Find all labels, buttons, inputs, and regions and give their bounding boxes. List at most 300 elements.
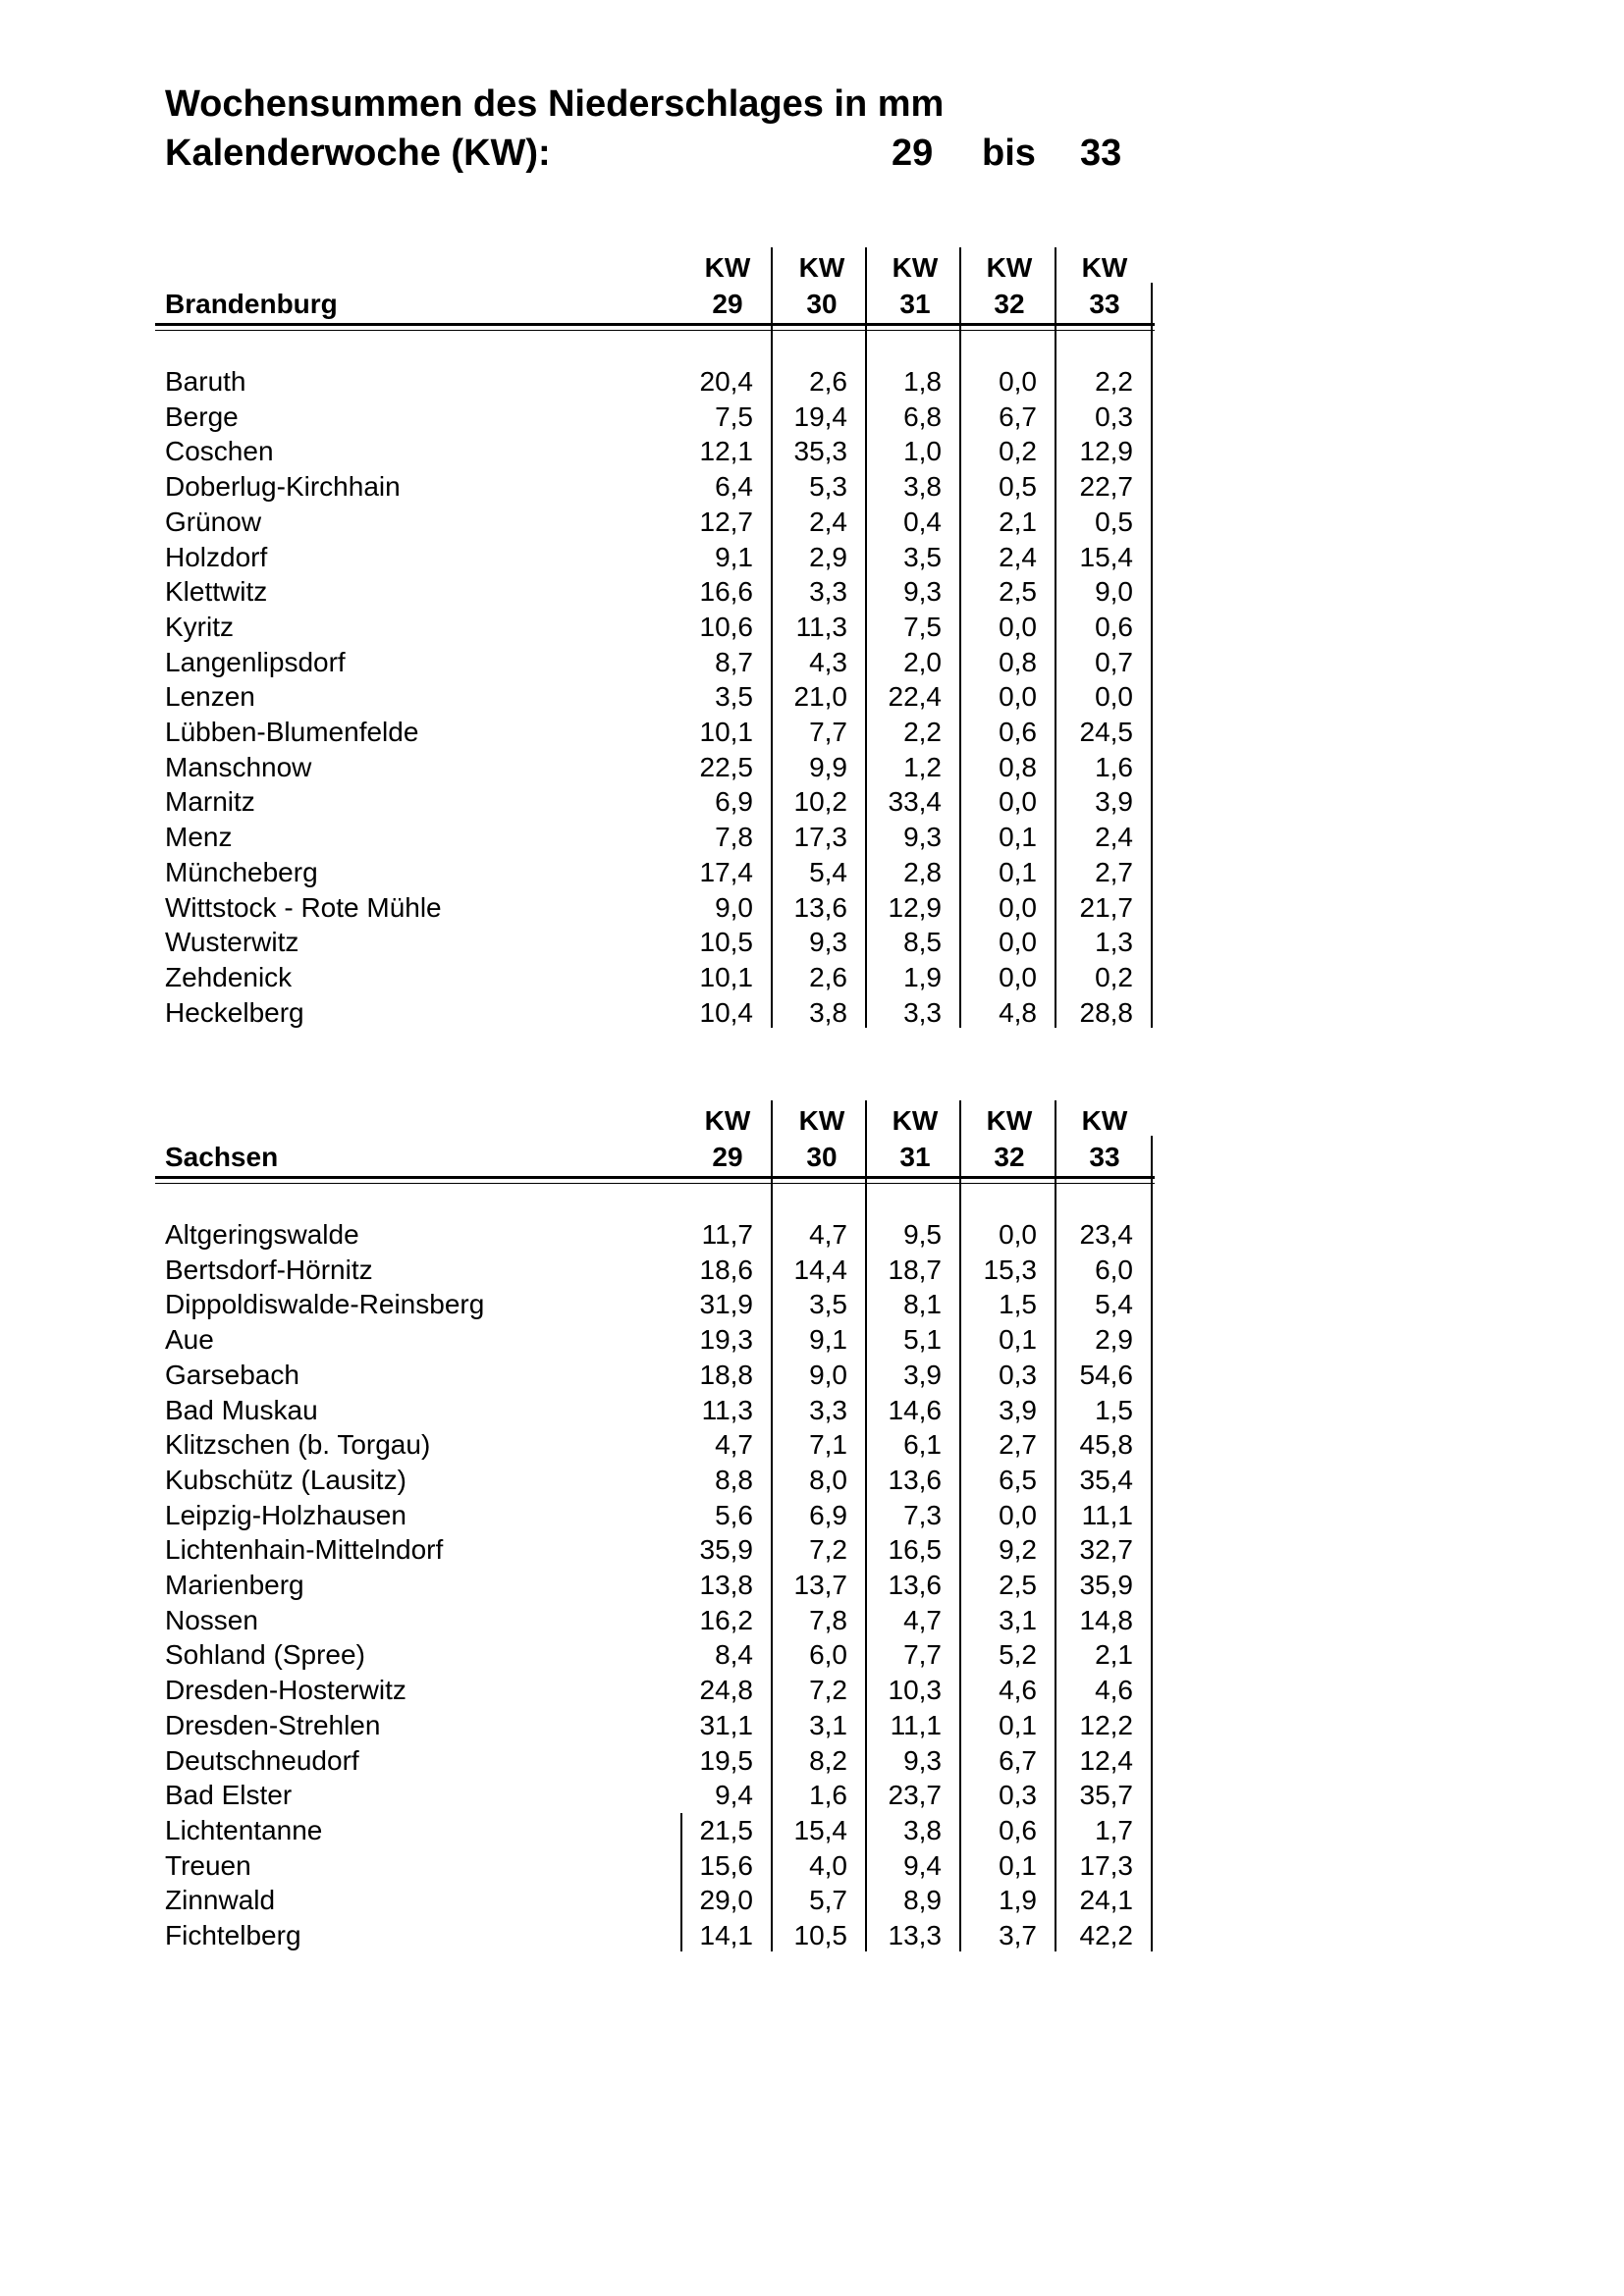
precip-value: 4,6 <box>1095 1675 1133 1706</box>
station-name: Dresden-Hosterwitz <box>165 1675 406 1706</box>
precip-value: 2,0 <box>903 646 942 677</box>
station-name: Marienberg <box>165 1570 304 1600</box>
column-divider-left <box>680 1813 682 1951</box>
precip-value: 0,6 <box>1095 611 1133 642</box>
precip-value: 3,5 <box>809 1289 847 1320</box>
precip-value: 9,2 <box>999 1534 1037 1566</box>
precip-value: 18,7 <box>888 1254 942 1285</box>
precip-value: 6,9 <box>715 786 753 818</box>
precip-value: 10,3 <box>888 1675 942 1706</box>
table-row <box>0 1778 1624 1813</box>
table-row <box>0 1253 1624 1288</box>
precip-value: 12,7 <box>699 506 753 537</box>
precip-value: 11,3 <box>795 611 847 642</box>
precip-value: 31,1 <box>699 1709 753 1740</box>
precip-value: 10,5 <box>699 927 753 958</box>
column-divider <box>865 247 867 1028</box>
precip-value: 17,3 <box>793 822 847 853</box>
station-name: Aue <box>165 1324 214 1356</box>
precip-value: 1,6 <box>1095 751 1133 782</box>
precip-value: 8,4 <box>715 1639 753 1671</box>
station-name: Bad Elster <box>165 1780 293 1811</box>
precip-value: 3,1 <box>999 1604 1037 1635</box>
brandenburg-table <box>0 243 1624 1029</box>
precip-value: 3,9 <box>999 1394 1037 1425</box>
header-kw-label: KW <box>704 252 751 283</box>
precip-value: 7,3 <box>903 1499 942 1530</box>
precip-value: 0,0 <box>999 1499 1037 1530</box>
table-row <box>0 469 1624 505</box>
station-name: Menz <box>165 822 233 853</box>
table-row <box>0 1568 1624 1603</box>
station-name: Zehdenick <box>165 961 293 992</box>
section-title: Sachsen <box>165 1142 279 1172</box>
precip-value: 6,0 <box>809 1639 847 1671</box>
precip-value: 7,7 <box>809 717 847 747</box>
precip-value: 2,8 <box>903 856 942 887</box>
precip-value: 0,0 <box>999 611 1037 642</box>
precip-value: 0,2 <box>999 436 1037 467</box>
table-row <box>0 1708 1624 1743</box>
column-divider <box>1055 1100 1056 1951</box>
station-name: Lichtenhain-Mittelndorf <box>165 1534 444 1566</box>
precip-value: 8,0 <box>809 1464 847 1495</box>
header-kw-label: KW <box>704 1105 751 1136</box>
precip-value: 13,6 <box>793 891 847 923</box>
precip-value: 15,4 <box>793 1814 847 1845</box>
precip-value: 3,1 <box>809 1709 847 1740</box>
precip-value: 3,5 <box>903 541 942 572</box>
precip-value: 0,8 <box>999 646 1037 677</box>
precip-value: 2,4 <box>999 541 1037 572</box>
precip-value: 11,3 <box>701 1394 753 1425</box>
precip-value: 35,9 <box>699 1534 753 1566</box>
table-row <box>0 610 1624 645</box>
precip-value: 0,0 <box>999 927 1037 958</box>
precip-value: 16,6 <box>699 576 753 608</box>
precip-value: 5,1 <box>903 1324 942 1356</box>
header-kw-label: KW <box>892 252 939 283</box>
column-divider <box>959 1100 961 1951</box>
precip-value: 2,9 <box>1095 1324 1133 1356</box>
precip-value: 14,8 <box>1079 1604 1133 1635</box>
precip-value: 8,9 <box>903 1885 942 1916</box>
station-name: Zinnwald <box>165 1885 276 1916</box>
column-divider <box>1055 247 1056 1028</box>
table-row <box>0 1848 1624 1884</box>
precip-value: 2,5 <box>999 1570 1037 1600</box>
precip-value: 6,7 <box>999 1744 1037 1776</box>
precip-value: 24,1 <box>1079 1885 1133 1916</box>
table-row <box>0 1287 1624 1322</box>
header-kw-label: KW <box>892 1105 939 1136</box>
header-week-number: 32 <box>994 289 1025 319</box>
precip-value: 5,4 <box>1095 1289 1133 1320</box>
precip-value: 0,0 <box>1095 681 1133 713</box>
header-kw-label: KW <box>1081 1105 1128 1136</box>
column-divider <box>771 1100 773 1951</box>
header-week-number: 29 <box>712 289 743 319</box>
precip-value: 3,3 <box>809 576 847 608</box>
header-rule <box>155 323 1155 326</box>
precip-value: 6,9 <box>809 1499 847 1530</box>
table-row <box>0 925 1624 960</box>
header-kw-label: KW <box>986 1105 1033 1136</box>
table-row <box>0 434 1624 469</box>
precip-value: 7,2 <box>809 1534 847 1566</box>
precip-value: 8,7 <box>715 646 753 677</box>
table-row <box>0 1743 1624 1779</box>
precip-value: 1,6 <box>809 1780 847 1811</box>
precip-value: 13,6 <box>888 1464 942 1495</box>
precip-value: 4,8 <box>999 996 1037 1028</box>
table-row <box>0 715 1624 750</box>
precip-value: 17,3 <box>1079 1849 1133 1881</box>
precip-value: 10,1 <box>699 717 753 747</box>
precip-value: 3,7 <box>999 1920 1037 1950</box>
precip-value: 5,3 <box>809 471 847 503</box>
table-row <box>0 679 1624 715</box>
precip-value: 10,4 <box>699 996 753 1028</box>
precip-value: 15,4 <box>1079 541 1133 572</box>
table-row <box>0 1637 1624 1673</box>
column-divider <box>865 1100 867 1951</box>
precip-value: 0,3 <box>999 1359 1037 1390</box>
precip-value: 0,1 <box>999 856 1037 887</box>
precip-value: 9,0 <box>809 1359 847 1390</box>
section-title: Brandenburg <box>165 289 338 319</box>
precip-value: 4,7 <box>715 1429 753 1461</box>
table-row <box>0 1532 1624 1568</box>
precip-value: 1,9 <box>999 1885 1037 1916</box>
station-name: Treuen <box>165 1849 251 1881</box>
precip-value: 1,7 <box>1095 1814 1133 1845</box>
precip-value: 0,7 <box>1095 646 1133 677</box>
precip-value: 3,5 <box>715 681 753 713</box>
precip-value: 22,5 <box>699 751 753 782</box>
station-name: Wusterwitz <box>165 927 299 958</box>
station-name: Lenzen <box>165 681 255 713</box>
precip-value: 9,4 <box>903 1849 942 1881</box>
precip-value: 3,8 <box>903 471 942 503</box>
header-week-number: 30 <box>806 289 838 319</box>
header-rule <box>155 1176 1155 1179</box>
station-name: Sohland (Spree) <box>165 1639 365 1671</box>
precip-value: 4,3 <box>809 646 847 677</box>
precip-value: 19,4 <box>793 400 847 432</box>
precip-value: 7,8 <box>809 1604 847 1635</box>
precip-value: 7,7 <box>903 1639 942 1671</box>
precip-value: 6,0 <box>1095 1254 1133 1285</box>
station-name: Kyritz <box>165 611 234 642</box>
station-name: Lichtentanne <box>165 1814 323 1845</box>
table-row <box>0 1217 1624 1253</box>
table-row <box>0 1322 1624 1358</box>
precip-value: 0,5 <box>1095 506 1133 537</box>
station-name: Holzdorf <box>165 541 268 572</box>
precip-value: 3,3 <box>903 996 942 1028</box>
station-name: Garsebach <box>165 1359 299 1390</box>
precip-value: 4,7 <box>903 1604 942 1635</box>
precip-value: 9,4 <box>715 1780 753 1811</box>
precip-value: 6,5 <box>999 1464 1037 1495</box>
precip-value: 19,3 <box>699 1324 753 1356</box>
precip-value: 16,2 <box>699 1604 753 1635</box>
precip-value: 7,1 <box>809 1429 847 1461</box>
header-rule-thin <box>155 1183 1155 1184</box>
precip-value: 9,3 <box>903 576 942 608</box>
station-name: Heckelberg <box>165 996 304 1028</box>
table-row <box>0 995 1624 1031</box>
header-week-number: 33 <box>1089 1142 1120 1172</box>
table-row <box>0 1463 1624 1498</box>
precip-value: 19,5 <box>699 1744 753 1776</box>
precip-value: 14,6 <box>888 1394 942 1425</box>
precip-value: 8,1 <box>903 1289 942 1320</box>
precip-value: 28,8 <box>1079 996 1133 1028</box>
precip-value: 10,2 <box>793 786 847 818</box>
header-kw-label: KW <box>798 252 845 283</box>
precip-value: 23,7 <box>888 1780 942 1811</box>
precip-value: 21,5 <box>699 1814 753 1845</box>
station-name: Grünow <box>165 506 262 537</box>
precip-value: 0,0 <box>999 681 1037 713</box>
precip-value: 13,3 <box>888 1920 942 1950</box>
header-week-number: 31 <box>899 1142 931 1172</box>
precip-value: 0,0 <box>999 786 1037 818</box>
station-name: Bad Muskau <box>165 1394 318 1425</box>
precip-value: 32,7 <box>1079 1534 1133 1566</box>
week-range-separator: bis <box>982 133 1036 174</box>
precip-value: 0,1 <box>999 822 1037 853</box>
header-kw-label: KW <box>798 1105 845 1136</box>
precip-value: 12,4 <box>1079 1744 1133 1776</box>
header-week-number: 32 <box>994 1142 1025 1172</box>
precip-value: 0,0 <box>999 891 1037 923</box>
table-row <box>0 890 1624 926</box>
precip-value: 1,2 <box>903 751 942 782</box>
header-rule-thin <box>155 330 1155 331</box>
precip-value: 12,9 <box>1079 436 1133 467</box>
station-name: Coschen <box>165 436 274 467</box>
precip-value: 33,4 <box>888 786 942 818</box>
precip-value: 20,4 <box>699 366 753 397</box>
station-name: Wittstock - Rote Mühle <box>165 891 442 923</box>
precip-value: 24,5 <box>1079 717 1133 747</box>
precip-value: 21,7 <box>1079 891 1133 923</box>
precip-value: 35,3 <box>793 436 847 467</box>
precip-value: 11,1 <box>890 1709 942 1740</box>
precip-value: 10,5 <box>793 1920 847 1950</box>
precip-value: 2,1 <box>999 506 1037 537</box>
precip-value: 22,7 <box>1079 471 1133 503</box>
station-name: Leipzig-Holzhausen <box>165 1499 406 1530</box>
header-kw-label: KW <box>1081 252 1128 283</box>
table-row <box>0 1498 1624 1533</box>
precip-value: 3,3 <box>809 1394 847 1425</box>
precip-value: 2,4 <box>809 506 847 537</box>
header-week-number: 30 <box>806 1142 838 1172</box>
precip-value: 5,2 <box>999 1639 1037 1671</box>
table-row <box>0 540 1624 575</box>
precip-value: 5,7 <box>809 1885 847 1916</box>
precip-value: 0,5 <box>999 471 1037 503</box>
table-row <box>0 1603 1624 1638</box>
precip-value: 23,4 <box>1079 1219 1133 1250</box>
precip-value: 0,6 <box>999 717 1037 747</box>
header-week-number: 29 <box>712 1142 743 1172</box>
precip-value: 18,6 <box>699 1254 753 1285</box>
station-name: Dippoldiswalde-Reinsberg <box>165 1289 485 1320</box>
station-name: Baruth <box>165 366 246 397</box>
precip-value: 1,0 <box>903 436 942 467</box>
precip-value: 14,4 <box>793 1254 847 1285</box>
station-name: Dresden-Strehlen <box>165 1709 381 1740</box>
calendar-week-line <box>165 131 1122 176</box>
precip-value: 15,6 <box>699 1849 753 1881</box>
precip-value: 16,5 <box>888 1534 942 1566</box>
precip-value: 24,8 <box>699 1675 753 1706</box>
table-row <box>0 364 1624 400</box>
table-row <box>0 1393 1624 1428</box>
precip-value: 12,1 <box>699 436 753 467</box>
table-row <box>0 784 1624 820</box>
precip-value: 9,0 <box>1095 576 1133 608</box>
table-row <box>0 960 1624 995</box>
precip-value: 6,8 <box>903 400 942 432</box>
station-name: Klettwitz <box>165 576 268 608</box>
precip-value: 7,2 <box>809 1675 847 1706</box>
column-divider <box>959 247 961 1028</box>
precip-value: 4,0 <box>809 1849 847 1881</box>
precip-value: 35,7 <box>1079 1780 1133 1811</box>
precip-value: 0,8 <box>999 751 1037 782</box>
table-row <box>0 855 1624 890</box>
precip-value: 6,1 <box>903 1429 942 1461</box>
precip-value: 10,6 <box>699 611 753 642</box>
precip-value: 0,0 <box>999 1219 1037 1250</box>
precip-value: 1,3 <box>1095 927 1133 958</box>
header-kw-label: KW <box>986 252 1033 283</box>
precip-value: 10,1 <box>699 961 753 992</box>
header-week-number: 33 <box>1089 289 1120 319</box>
column-divider <box>1151 283 1153 1028</box>
precip-value: 15,3 <box>983 1254 1037 1285</box>
precip-value: 7,5 <box>715 400 753 432</box>
station-name: Lübben-Blumenfelde <box>165 717 419 747</box>
precip-value: 0,1 <box>999 1709 1037 1740</box>
precip-value: 22,4 <box>888 681 942 713</box>
table-row <box>0 645 1624 680</box>
precip-value: 2,4 <box>1095 822 1133 853</box>
station-name: Müncheberg <box>165 856 318 887</box>
calendar-week-label: Kalenderwoche (KW): <box>165 133 551 174</box>
precip-value: 13,7 <box>793 1570 847 1600</box>
precip-value: 6,4 <box>715 471 753 503</box>
precip-value: 8,2 <box>809 1744 847 1776</box>
precip-value: 18,8 <box>699 1359 753 1390</box>
precip-value: 1,8 <box>903 366 942 397</box>
precip-value: 2,7 <box>1095 856 1133 887</box>
station-name: Marnitz <box>165 786 255 818</box>
precip-value: 13,8 <box>699 1570 753 1600</box>
precip-value: 4,7 <box>809 1219 847 1250</box>
header-week-number: 31 <box>899 289 931 319</box>
station-name: Bertsdorf-Hörnitz <box>165 1254 373 1285</box>
precip-value: 0,2 <box>1095 961 1133 992</box>
precip-value: 2,7 <box>999 1429 1037 1461</box>
precip-value: 13,6 <box>888 1570 942 1600</box>
precip-value: 9,3 <box>809 927 847 958</box>
table-row <box>0 400 1624 435</box>
precip-value: 2,5 <box>999 576 1037 608</box>
week-range-from: 29 <box>892 133 934 174</box>
precip-value: 2,6 <box>809 961 847 992</box>
precip-value: 9,5 <box>903 1219 942 1250</box>
precip-value: 0,6 <box>999 1814 1037 1845</box>
precip-value: 12,2 <box>1079 1709 1133 1740</box>
precip-value: 0,3 <box>999 1780 1037 1811</box>
table-row <box>0 1673 1624 1708</box>
precip-value: 9,9 <box>809 751 847 782</box>
precip-value: 8,8 <box>715 1464 753 1495</box>
precip-value: 9,0 <box>715 891 753 923</box>
precip-value: 9,3 <box>903 1744 942 1776</box>
precip-value: 11,1 <box>1081 1499 1133 1530</box>
precip-value: 31,9 <box>699 1289 753 1320</box>
precip-value: 14,1 <box>699 1920 753 1950</box>
precip-value: 29,0 <box>699 1885 753 1916</box>
precip-value: 0,3 <box>1095 400 1133 432</box>
precip-value: 0,4 <box>903 506 942 537</box>
precip-value: 3,8 <box>903 1814 942 1845</box>
station-name: Manschnow <box>165 751 312 782</box>
station-name: Langenlipsdorf <box>165 646 346 677</box>
table-row <box>0 750 1624 785</box>
precip-value: 8,5 <box>903 927 942 958</box>
station-name: Doberlug-Kirchhain <box>165 471 401 503</box>
table-row <box>0 820 1624 855</box>
station-name: Kubschütz (Lausitz) <box>165 1464 406 1495</box>
precip-value: 2,2 <box>1095 366 1133 397</box>
precip-value: 35,9 <box>1079 1570 1133 1600</box>
precip-value: 7,5 <box>903 611 942 642</box>
sachsen-table <box>0 1096 1624 1960</box>
precip-value: 35,4 <box>1079 1464 1133 1495</box>
page-title: Wochensummen des Niederschlages in mm <box>165 83 945 125</box>
precip-value: 11,7 <box>701 1219 753 1250</box>
precip-value: 3,9 <box>903 1359 942 1390</box>
table-row <box>0 1918 1624 1953</box>
precip-value: 0,1 <box>999 1324 1037 1356</box>
precip-value: 2,2 <box>903 717 942 747</box>
precip-value: 5,4 <box>809 856 847 887</box>
precip-value: 9,3 <box>903 822 942 853</box>
station-name: Klitzschen (b. Torgau) <box>165 1429 431 1461</box>
precip-value: 45,8 <box>1079 1429 1133 1461</box>
table-row <box>0 1883 1624 1918</box>
station-name: Berge <box>165 400 239 432</box>
precip-value: 1,5 <box>999 1289 1037 1320</box>
table-row <box>0 1427 1624 1463</box>
precip-value: 12,9 <box>888 891 942 923</box>
precip-value: 7,8 <box>715 822 753 853</box>
precip-value: 0,1 <box>999 1849 1037 1881</box>
precip-value: 42,2 <box>1079 1920 1133 1950</box>
table-row <box>0 574 1624 610</box>
station-name: Nossen <box>165 1604 258 1635</box>
station-name: Altgeringswalde <box>165 1219 359 1250</box>
